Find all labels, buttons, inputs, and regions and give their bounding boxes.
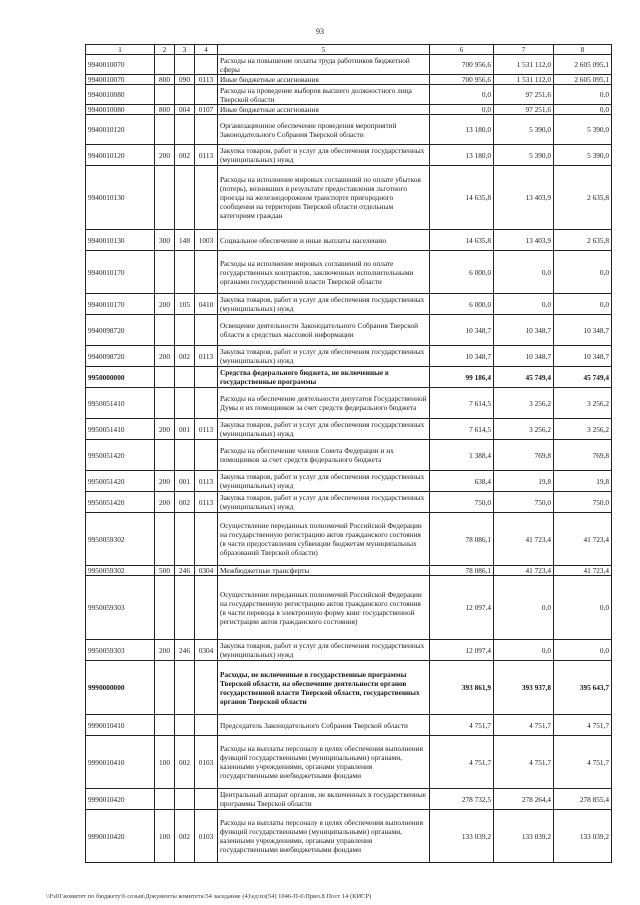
section-code-cell: 0304 bbox=[195, 566, 218, 576]
type-code-cell: 200 bbox=[155, 419, 175, 440]
budget-code-cell: 9940010130 bbox=[86, 166, 155, 230]
amount-year1-cell: 78 086,1 bbox=[430, 566, 494, 576]
type-code-cell: 500 bbox=[155, 566, 175, 576]
table-row bbox=[86, 388, 612, 419]
admin-code-cell bbox=[175, 315, 195, 346]
table-row bbox=[86, 789, 612, 810]
amount-year2-cell: 97 251,6 bbox=[494, 105, 554, 115]
admin-code-cell bbox=[175, 789, 195, 810]
amount-year3-cell: 41 723,4 bbox=[554, 513, 612, 566]
column-header: 6 bbox=[430, 45, 494, 55]
amount-year2-cell: 4 751,7 bbox=[494, 715, 554, 736]
amount-year2-cell: 19,8 bbox=[494, 471, 554, 492]
expense-name-cell: Осуществление переданных полномочий Российской Федерации на государственную регистрацию актов гражданского состояния (в части перевода в электронную форму книг государственной регистрации актов гражданского состояния) bbox=[218, 576, 430, 640]
budget-code-cell: 9940010080 bbox=[86, 85, 155, 105]
amount-year2-cell: 1 531 112,0 bbox=[494, 75, 554, 85]
table-row bbox=[86, 75, 612, 85]
section-code-cell bbox=[195, 315, 218, 346]
expense-name-cell: Расходы на исполнение мировых соглашений по оплате убытков (потерь), возникших в результате предоставления льготного проезда на железнодорожном транспорте пригородного сообщения на территории Тверской области отдельным категориям граждан bbox=[218, 166, 430, 230]
amount-year3-cell: 2 605 095,1 bbox=[554, 75, 612, 85]
amount-year1-cell: 4 751,7 bbox=[430, 736, 494, 789]
section-code-cell bbox=[195, 388, 218, 419]
amount-year2-cell: 5 390,0 bbox=[494, 145, 554, 166]
expense-name-cell: Расходы на выплаты персоналу в целях обеспечения выполнения функций государственными (муниципальными) органами, казенными учреждениями, органами управления государственными внебюджетными фондами bbox=[218, 810, 430, 863]
amount-year1-cell: 4 751,7 bbox=[430, 715, 494, 736]
amount-year3-cell: 2 635,8 bbox=[554, 230, 612, 251]
column-header: 5 bbox=[218, 45, 430, 55]
type-code-cell: 800 bbox=[155, 75, 175, 85]
amount-year1-cell: 7 614,5 bbox=[430, 419, 494, 440]
table-row bbox=[86, 105, 612, 115]
type-code-cell bbox=[155, 115, 175, 145]
table-row bbox=[86, 55, 612, 75]
section-code-cell: 0113 bbox=[195, 492, 218, 513]
type-code-cell: 200 bbox=[155, 145, 175, 166]
budget-code-cell: 9950059302 bbox=[86, 513, 155, 566]
amount-year1-cell: 12 097,4 bbox=[430, 576, 494, 640]
amount-year2-cell: 10 348,7 bbox=[494, 315, 554, 346]
budget-code-cell: 9950051420 bbox=[86, 471, 155, 492]
budget-code-cell: 9940098720 bbox=[86, 346, 155, 367]
admin-code-cell bbox=[175, 115, 195, 145]
budget-code-cell: 9940010170 bbox=[86, 294, 155, 315]
section-code-cell bbox=[195, 576, 218, 640]
type-code-cell bbox=[155, 166, 175, 230]
amount-year1-cell: 78 086,1 bbox=[430, 513, 494, 566]
amount-year3-cell: 278 855,4 bbox=[554, 789, 612, 810]
table-row bbox=[86, 166, 612, 230]
amount-year1-cell: 1 388,4 bbox=[430, 440, 494, 471]
amount-year3-cell: 2 635,8 bbox=[554, 166, 612, 230]
table-row bbox=[86, 315, 612, 346]
expense-name-cell: Закупка товаров, работ и услуг для обеспечения государственных (муниципальных) нужд bbox=[218, 346, 430, 367]
type-code-cell bbox=[155, 251, 175, 294]
admin-code-cell: 148 bbox=[175, 230, 195, 251]
table-row bbox=[86, 294, 612, 315]
amount-year2-cell: 0,0 bbox=[494, 640, 554, 661]
amount-year3-cell: 0,0 bbox=[554, 251, 612, 294]
type-code-cell bbox=[155, 661, 175, 715]
table-row bbox=[86, 440, 612, 471]
amount-year3-cell: 3 256,2 bbox=[554, 419, 612, 440]
type-code-cell: 200 bbox=[155, 294, 175, 315]
section-code-cell: 0113 bbox=[195, 419, 218, 440]
budget-code-cell: 9940010070 bbox=[86, 55, 155, 75]
expense-name-cell: Расходы на повышение оплаты труда работников бюджетной сферы bbox=[218, 55, 430, 75]
section-code-cell bbox=[195, 251, 218, 294]
amount-year2-cell: 97 251,6 bbox=[494, 85, 554, 105]
budget-code-cell: 9990010420 bbox=[86, 789, 155, 810]
type-code-cell bbox=[155, 715, 175, 736]
section-code-cell: 0410 bbox=[195, 294, 218, 315]
type-code-cell bbox=[155, 85, 175, 105]
section-code-cell bbox=[195, 715, 218, 736]
type-code-cell: 100 bbox=[155, 810, 175, 863]
admin-code-cell: 001 bbox=[175, 471, 195, 492]
table-row bbox=[86, 513, 612, 566]
admin-code-cell bbox=[175, 576, 195, 640]
expense-name-cell: Межбюджетные трансферты bbox=[218, 566, 430, 576]
amount-year3-cell: 769,8 bbox=[554, 440, 612, 471]
expense-name-cell: Центральный аппарат органов, не включенных в государственные программы Тверской области bbox=[218, 789, 430, 810]
budget-code-cell: 9950059302 bbox=[86, 566, 155, 576]
table-row bbox=[86, 576, 612, 640]
expense-name-cell: Закупка товаров, работ и услуг для обеспечения государственных (муниципальных) нужд bbox=[218, 640, 430, 661]
amount-year3-cell: 0,0 bbox=[554, 576, 612, 640]
table-row bbox=[86, 810, 612, 863]
expense-name-cell: Председатель Законодательного Собрания Тверской области bbox=[218, 715, 430, 736]
amount-year1-cell: 0,0 bbox=[430, 85, 494, 105]
table-row bbox=[86, 471, 612, 492]
amount-year3-cell: 750,0 bbox=[554, 492, 612, 513]
admin-code-cell: 002 bbox=[175, 492, 195, 513]
amount-year1-cell: 278 732,5 bbox=[430, 789, 494, 810]
section-code-cell bbox=[195, 440, 218, 471]
amount-year2-cell: 0,0 bbox=[494, 251, 554, 294]
amount-year1-cell: 700 956,6 bbox=[430, 75, 494, 85]
expense-name-cell: Расходы на обеспечение членов Совета Федерации и их помощников за счет средств федерального бюджета bbox=[218, 440, 430, 471]
table-row bbox=[86, 640, 612, 661]
amount-year2-cell: 3 256,2 bbox=[494, 419, 554, 440]
amount-year1-cell: 14 635,8 bbox=[430, 230, 494, 251]
admin-code-cell bbox=[175, 367, 195, 388]
section-code-cell bbox=[195, 85, 218, 105]
type-code-cell: 100 bbox=[155, 736, 175, 789]
type-code-cell bbox=[155, 513, 175, 566]
amount-year1-cell: 638,4 bbox=[430, 471, 494, 492]
column-header: 4 bbox=[195, 45, 218, 55]
table-row bbox=[86, 367, 612, 388]
budget-code-cell: 9940010070 bbox=[86, 75, 155, 85]
admin-code-cell bbox=[175, 55, 195, 75]
budget-table bbox=[85, 44, 612, 863]
amount-year3-cell: 0,0 bbox=[554, 640, 612, 661]
table-row bbox=[86, 346, 612, 367]
table-header-row bbox=[86, 45, 612, 55]
table-row bbox=[86, 661, 612, 715]
section-code-cell: 0103 bbox=[195, 810, 218, 863]
admin-code-cell: 002 bbox=[175, 736, 195, 789]
admin-code-cell: 004 bbox=[175, 105, 195, 115]
section-code-cell: 0107 bbox=[195, 105, 218, 115]
amount-year2-cell: 41 723,4 bbox=[494, 566, 554, 576]
amount-year1-cell: 6 000,0 bbox=[430, 294, 494, 315]
type-code-cell bbox=[155, 789, 175, 810]
type-code-cell: 300 bbox=[155, 230, 175, 251]
admin-code-cell: 105 bbox=[175, 294, 195, 315]
table-row bbox=[86, 736, 612, 789]
budget-code-cell: 9950000000 bbox=[86, 367, 155, 388]
expense-name-cell: Социальное обеспечение и иные выплаты населению bbox=[218, 230, 430, 251]
amount-year3-cell: 10 348,7 bbox=[554, 346, 612, 367]
type-code-cell bbox=[155, 315, 175, 346]
amount-year3-cell: 3 256,2 bbox=[554, 388, 612, 419]
amount-year2-cell: 1 531 112,0 bbox=[494, 55, 554, 75]
expense-name-cell: Расходы на выплаты персоналу в целях обеспечения выполнения функций государственными (муниципальными) органами, казенными учреждениями, органами управления государственными внебюджетными фондами bbox=[218, 736, 430, 789]
amount-year2-cell: 769,8 bbox=[494, 440, 554, 471]
amount-year3-cell: 45 749,4 bbox=[554, 367, 612, 388]
table-row bbox=[86, 715, 612, 736]
page-number: 93 bbox=[316, 27, 324, 36]
type-code-cell bbox=[155, 55, 175, 75]
amount-year1-cell: 393 861,9 bbox=[430, 661, 494, 715]
section-code-cell bbox=[195, 166, 218, 230]
admin-code-cell bbox=[175, 661, 195, 715]
admin-code-cell: 001 bbox=[175, 419, 195, 440]
expense-name-cell: Осуществление переданных полномочий Российской Федерации на государственную регистрацию актов гражданского состояния (в части предоставления субвенции бюджетам муниципальных образований Тверской области) bbox=[218, 513, 430, 566]
expense-name-cell: Закупка товаров, работ и услуг для обеспечения государственных (муниципальных) нужд bbox=[218, 471, 430, 492]
budget-code-cell: 9950059303 bbox=[86, 576, 155, 640]
column-header: 8 bbox=[554, 45, 612, 55]
amount-year3-cell: 10 348,7 bbox=[554, 315, 612, 346]
expense-name-cell: Закупка товаров, работ и услуг для обеспечения государственных (муниципальных) нужд bbox=[218, 419, 430, 440]
amount-year1-cell: 14 635,8 bbox=[430, 166, 494, 230]
type-code-cell bbox=[155, 576, 175, 640]
admin-code-cell bbox=[175, 513, 195, 566]
amount-year3-cell: 5 390,0 bbox=[554, 145, 612, 166]
budget-code-cell: 9940010080 bbox=[86, 105, 155, 115]
type-code-cell: 200 bbox=[155, 640, 175, 661]
budget-code-cell: 9940010120 bbox=[86, 115, 155, 145]
amount-year2-cell: 41 723,4 bbox=[494, 513, 554, 566]
admin-code-cell: 002 bbox=[175, 346, 195, 367]
amount-year1-cell: 13 180,0 bbox=[430, 145, 494, 166]
amount-year3-cell: 0,0 bbox=[554, 294, 612, 315]
amount-year1-cell: 133 039,2 bbox=[430, 810, 494, 863]
admin-code-cell: 246 bbox=[175, 566, 195, 576]
column-header: 3 bbox=[175, 45, 195, 55]
amount-year3-cell: 41 723,4 bbox=[554, 566, 612, 576]
budget-code-cell: 9950051410 bbox=[86, 388, 155, 419]
amount-year2-cell: 133 039,2 bbox=[494, 810, 554, 863]
budget-code-cell: 9950051420 bbox=[86, 492, 155, 513]
admin-code-cell: 002 bbox=[175, 810, 195, 863]
amount-year2-cell: 5 390,0 bbox=[494, 115, 554, 145]
amount-year1-cell: 10 348,7 bbox=[430, 346, 494, 367]
budget-code-cell: 9990000000 bbox=[86, 661, 155, 715]
budget-code-cell: 9940010130 bbox=[86, 230, 155, 251]
column-header: 1 bbox=[86, 45, 155, 55]
expense-name-cell: Иные бюджетные ассигнования bbox=[218, 75, 430, 85]
amount-year2-cell: 4 751,7 bbox=[494, 736, 554, 789]
admin-code-cell bbox=[175, 388, 195, 419]
section-code-cell: 0113 bbox=[195, 75, 218, 85]
budget-code-cell: 9940010120 bbox=[86, 145, 155, 166]
section-code-cell bbox=[195, 55, 218, 75]
amount-year3-cell: 133 039,2 bbox=[554, 810, 612, 863]
section-code-cell: 0304 bbox=[195, 640, 218, 661]
amount-year2-cell: 45 749,4 bbox=[494, 367, 554, 388]
expense-name-cell: Средства федерального бюджета, не включенные в государственные программы bbox=[218, 367, 430, 388]
budget-code-cell: 9940098720 bbox=[86, 315, 155, 346]
amount-year2-cell: 0,0 bbox=[494, 294, 554, 315]
type-code-cell bbox=[155, 440, 175, 471]
budget-code-cell: 9990010410 bbox=[86, 715, 155, 736]
budget-code-cell: 9990010420 bbox=[86, 810, 155, 863]
table-row bbox=[86, 230, 612, 251]
amount-year3-cell: 5 390,0 bbox=[554, 115, 612, 145]
budget-code-cell: 9950051410 bbox=[86, 419, 155, 440]
amount-year1-cell: 6 000,0 bbox=[430, 251, 494, 294]
expense-name-cell: Расходы на обеспечение деятельности депутатов Государственной Думы и их помощников за счет средств федерального бюджета bbox=[218, 388, 430, 419]
type-code-cell: 200 bbox=[155, 471, 175, 492]
budget-code-cell: 9950059303 bbox=[86, 640, 155, 661]
amount-year1-cell: 700 956,6 bbox=[430, 55, 494, 75]
table-row bbox=[86, 85, 612, 105]
type-code-cell bbox=[155, 388, 175, 419]
expense-name-cell: Организационное обеспечение проведения мероприятий Законодательного Собрания Тверской области bbox=[218, 115, 430, 145]
budget-code-cell: 9950051420 bbox=[86, 440, 155, 471]
amount-year1-cell: 750,0 bbox=[430, 492, 494, 513]
amount-year3-cell: 19,8 bbox=[554, 471, 612, 492]
admin-code-cell: 246 bbox=[175, 640, 195, 661]
section-code-cell: 0103 bbox=[195, 736, 218, 789]
admin-code-cell bbox=[175, 440, 195, 471]
amount-year3-cell: 0,0 bbox=[554, 105, 612, 115]
section-code-cell bbox=[195, 789, 218, 810]
section-code-cell: 0113 bbox=[195, 145, 218, 166]
table-row bbox=[86, 419, 612, 440]
table-row bbox=[86, 145, 612, 166]
amount-year1-cell: 13 180,0 bbox=[430, 115, 494, 145]
type-code-cell: 200 bbox=[155, 346, 175, 367]
admin-code-cell bbox=[175, 715, 195, 736]
amount-year1-cell: 10 348,7 bbox=[430, 315, 494, 346]
expense-name-cell: Расходы на исполнение мировых соглашений по оплате государственных контрактов, заключенных исполнительными органами государственной власти Тверской области bbox=[218, 251, 430, 294]
budget-code-cell: 9940010170 bbox=[86, 251, 155, 294]
amount-year2-cell: 13 403,9 bbox=[494, 230, 554, 251]
amount-year3-cell: 4 751,7 bbox=[554, 736, 612, 789]
amount-year2-cell: 393 937,8 bbox=[494, 661, 554, 715]
table-row bbox=[86, 492, 612, 513]
section-code-cell bbox=[195, 513, 218, 566]
admin-code-cell: 002 bbox=[175, 145, 195, 166]
amount-year2-cell: 0,0 bbox=[494, 576, 554, 640]
amount-year1-cell: 99 186,4 bbox=[430, 367, 494, 388]
section-code-cell bbox=[195, 367, 218, 388]
table-row bbox=[86, 115, 612, 145]
section-code-cell: 0113 bbox=[195, 346, 218, 367]
admin-code-cell bbox=[175, 166, 195, 230]
file-path-footer: \\Fs01\комитет по бюджету\6 созыв\Документы комитета\54 заседание (4)\ед\пз(54) 1046-П-6\Прил.8 Пост 14 (КИСР) bbox=[46, 893, 372, 900]
table-row bbox=[86, 251, 612, 294]
expense-name-cell: Расходы, не включенные в государственные программы Тверской области, на обеспечение деятельности органов государственной власти Тверской области, государственных органов Тверской области bbox=[218, 661, 430, 715]
budget-code-cell: 9990010410 bbox=[86, 736, 155, 789]
amount-year3-cell: 4 751,7 bbox=[554, 715, 612, 736]
expense-name-cell: Иные бюджетные ассигнования bbox=[218, 105, 430, 115]
amount-year2-cell: 750,0 bbox=[494, 492, 554, 513]
expense-name-cell: Закупка товаров, работ и услуг для обеспечения государственных (муниципальных) нужд bbox=[218, 492, 430, 513]
expense-name-cell: Освещение деятельности Законодательного Собрания Тверской области в средствах массовой информации bbox=[218, 315, 430, 346]
column-header: 7 bbox=[494, 45, 554, 55]
section-code-cell bbox=[195, 661, 218, 715]
amount-year1-cell: 0,0 bbox=[430, 105, 494, 115]
amount-year3-cell: 395 643,7 bbox=[554, 661, 612, 715]
admin-code-cell: 090 bbox=[175, 75, 195, 85]
amount-year2-cell: 10 348,7 bbox=[494, 346, 554, 367]
amount-year2-cell: 278 264,4 bbox=[494, 789, 554, 810]
admin-code-cell bbox=[175, 251, 195, 294]
table-row bbox=[86, 566, 612, 576]
amount-year3-cell: 0,0 bbox=[554, 85, 612, 105]
expense-name-cell: Закупка товаров, работ и услуг для обеспечения государственных (муниципальных) нужд bbox=[218, 294, 430, 315]
expense-name-cell: Расходы на проведение выборов высшего должностного лица Тверской области bbox=[218, 85, 430, 105]
section-code-cell: 1003 bbox=[195, 230, 218, 251]
amount-year2-cell: 13 403,9 bbox=[494, 166, 554, 230]
section-code-cell bbox=[195, 115, 218, 145]
amount-year3-cell: 2 605 095,1 bbox=[554, 55, 612, 75]
expense-name-cell: Закупка товаров, работ и услуг для обеспечения государственных (муниципальных) нужд bbox=[218, 145, 430, 166]
type-code-cell: 800 bbox=[155, 105, 175, 115]
admin-code-cell bbox=[175, 85, 195, 105]
amount-year2-cell: 3 256,2 bbox=[494, 388, 554, 419]
amount-year1-cell: 7 614,5 bbox=[430, 388, 494, 419]
column-header: 2 bbox=[155, 45, 175, 55]
amount-year1-cell: 12 097,4 bbox=[430, 640, 494, 661]
type-code-cell: 200 bbox=[155, 492, 175, 513]
section-code-cell: 0113 bbox=[195, 471, 218, 492]
type-code-cell bbox=[155, 367, 175, 388]
